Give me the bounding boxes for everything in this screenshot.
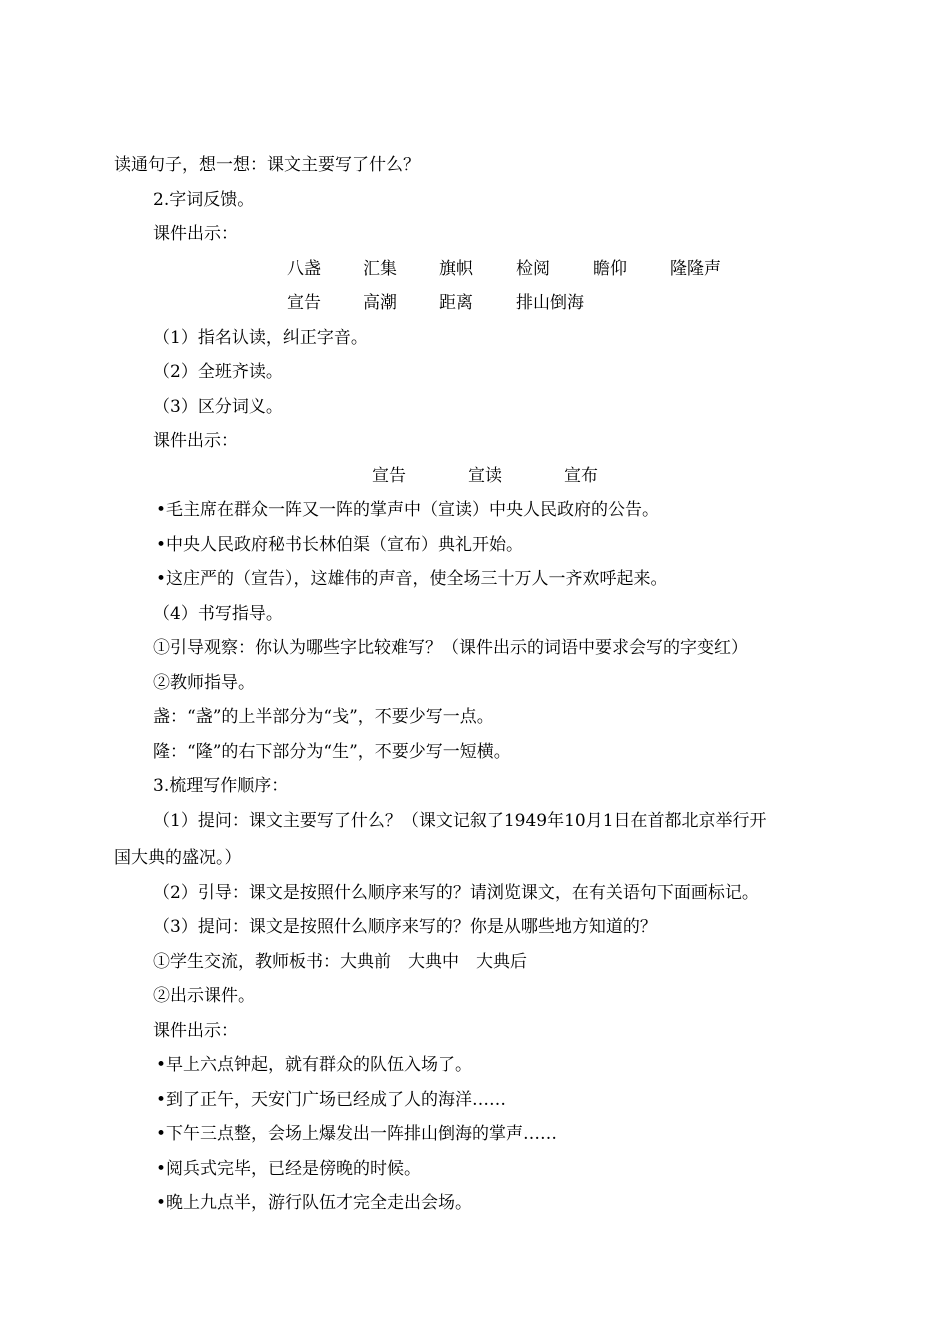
vocab-row xyxy=(0,464,950,488)
vocab-word: 旗帜 xyxy=(439,259,473,279)
paragraph-line: 盏：“盏”的上半部分为“戋”，不要少写一点。 xyxy=(153,707,494,727)
paragraph-line: 课件出示： xyxy=(153,224,238,244)
bullet-line: •到了正午，天安门广场已经成了人的海洋…… xyxy=(156,1090,507,1110)
vocab-word: 宣告 xyxy=(287,293,321,313)
vocab-word: 瞻仰 xyxy=(593,259,627,279)
bullet-line: •毛主席在群众一阵又一阵的掌声中（宣读）中央人民政府的公告。 xyxy=(156,500,660,520)
vocab-word: 高潮 xyxy=(363,293,397,313)
bullet-line: •中央人民政府秘书长林伯渠（宣布）典礼开始。 xyxy=(156,535,524,555)
vocab-word: 八盏 xyxy=(287,259,321,279)
vocab-word: 宣告 xyxy=(372,466,406,486)
paragraph-line: ①引导观察：你认为哪些字比较难写？（课件出示的词语中要求会写的字变红） xyxy=(153,638,748,658)
bullet-line: •下午三点整，会场上爆发出一阵排山倒海的掌声…… xyxy=(156,1124,558,1144)
bullet-line: •阅兵式完毕，已经是傍晚的时候。 xyxy=(156,1159,422,1179)
paragraph-line: （1）指名认读，纠正字音。 xyxy=(153,328,368,348)
bullet-line: •早上六点钟起，就有群众的队伍入场了。 xyxy=(156,1055,473,1075)
paragraph-line: 读通句子，想一想：课文主要写了什么？ xyxy=(114,155,420,175)
paragraph-line: 隆：“隆”的右下部分为“生”，不要少写一短横。 xyxy=(153,742,511,762)
paragraph-line: 国大典的盛况。） xyxy=(114,848,242,868)
paragraph-line: （3）提问：课文是按照什么顺序来写的？你是从哪些地方知道的？ xyxy=(153,917,657,937)
paragraph-line: 课件出示： xyxy=(153,1021,238,1041)
vocab-word: 宣读 xyxy=(468,466,502,486)
vocab-row xyxy=(0,257,950,281)
vocab-row xyxy=(0,291,950,315)
paragraph-line: （1）提问：课文主要写了什么？（课文记叙了1949年10月1日在首都北京举行开 xyxy=(153,811,767,831)
vocab-word: 隆隆声 xyxy=(670,259,721,279)
paragraph-line: （2）引导：课文是按照什么顺序来写的？请浏览课文，在有关语句下面画标记。 xyxy=(153,883,759,903)
vocab-word: 排山倒海 xyxy=(516,293,584,313)
paragraph-line: 课件出示： xyxy=(153,431,238,451)
section-heading: 3.梳理写作顺序： xyxy=(153,776,289,796)
section-heading: 2.字词反馈。 xyxy=(153,190,255,210)
paragraph-line: （3）区分词义。 xyxy=(153,397,283,417)
paragraph-line: （2）全班齐读。 xyxy=(153,362,283,382)
vocab-word: 检阅 xyxy=(516,259,550,279)
vocab-word: 距离 xyxy=(439,293,473,313)
vocab-word: 汇集 xyxy=(363,259,397,279)
paragraph-line: （4）书写指导。 xyxy=(153,604,283,624)
bullet-line: •晚上九点半，游行队伍才完全走出会场。 xyxy=(156,1193,473,1213)
vocab-word: 宣布 xyxy=(564,466,598,486)
paragraph-line: ②出示课件。 xyxy=(153,986,255,1006)
paragraph-line: ①学生交流，教师板书：大典前 大典中 大典后 xyxy=(153,952,527,972)
paragraph-line: ②教师指导。 xyxy=(153,673,255,693)
bullet-line: •这庄严的（宣告），这雄伟的声音，使全场三十万人一齐欢呼起来。 xyxy=(156,569,668,589)
